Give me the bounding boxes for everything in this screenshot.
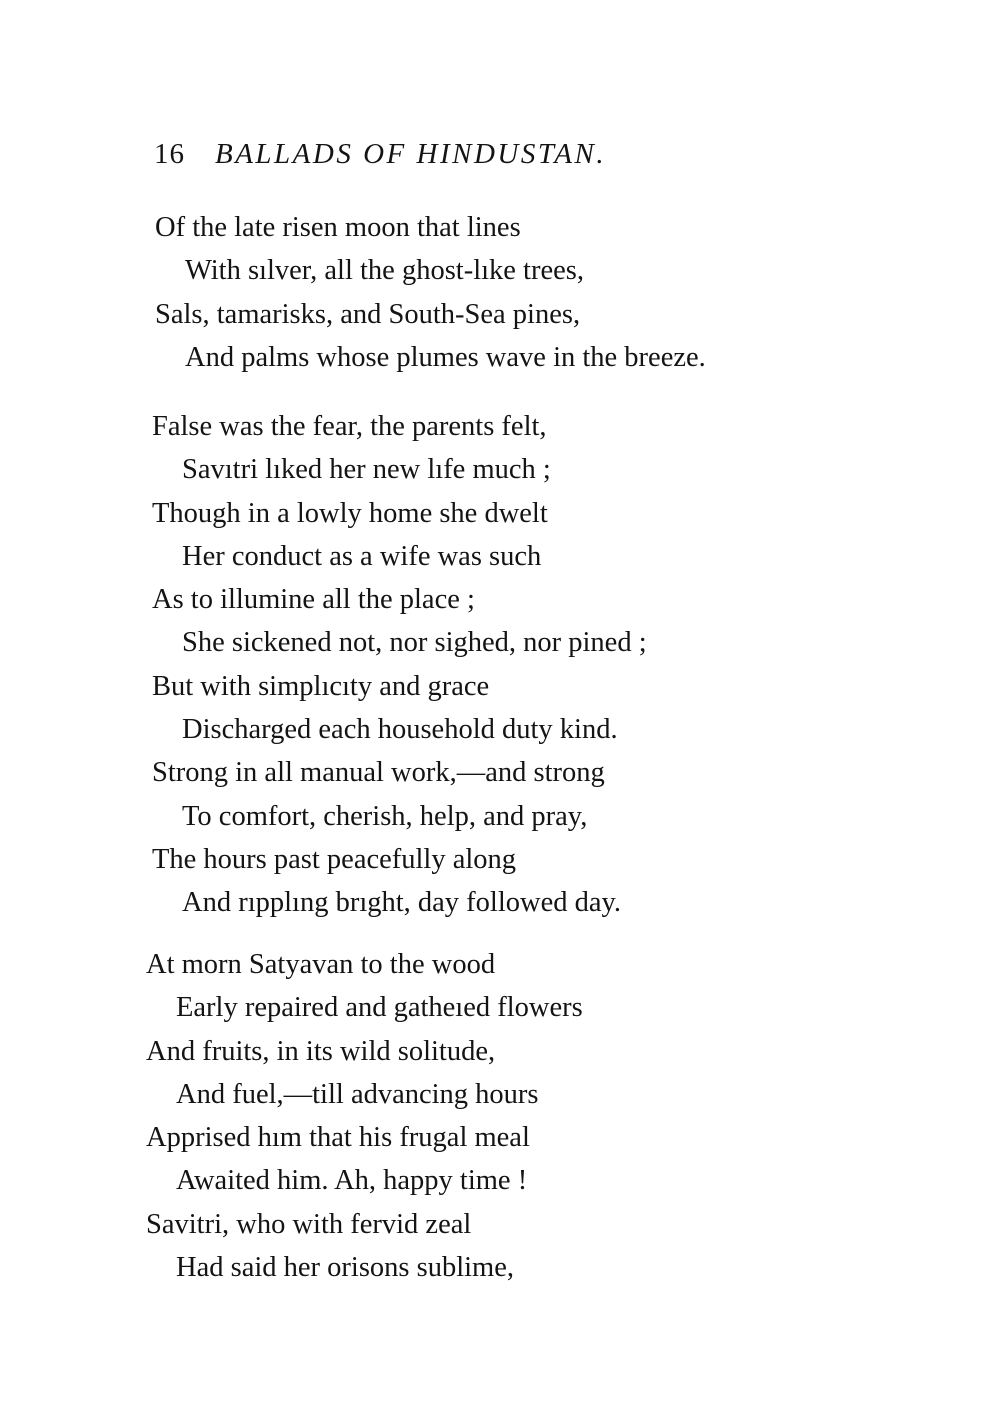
running-head bbox=[154, 138, 606, 171]
verse-line: At morn Satyavan to the wood bbox=[146, 949, 496, 980]
verse-line: Her conduct as a wife was such bbox=[182, 540, 542, 572]
verse-line: Sals, tamarisks, and South-Sea pines, bbox=[155, 298, 581, 330]
verse-line: Awaited him. Ah, happy time ! bbox=[176, 1165, 528, 1197]
verse-line: Savıtri lıked her new lıfe much ; bbox=[182, 454, 551, 486]
verse-line: She sickened not, nor sighed, nor pined ; bbox=[182, 627, 647, 659]
verse-line: Early repaired and gatheıed flowers bbox=[176, 992, 583, 1024]
verse-line: And palms whose plumes wave in the breeze. bbox=[185, 341, 706, 373]
verse-line: Of the late risen moon that lines bbox=[155, 212, 521, 243]
stanza bbox=[146, 943, 583, 1289]
verse-line: The hours past peacefully along bbox=[152, 843, 517, 875]
verse-line: To comfort, cherish, help, and pray, bbox=[182, 800, 588, 832]
verse-line: Though in a lowly home she dwelt bbox=[152, 497, 548, 529]
verse-line: False was the fear, the parents felt, bbox=[152, 411, 547, 442]
verse-line: As to illumine all the place ; bbox=[152, 584, 475, 616]
book-title: BALLADS OF HINDUSTAN. bbox=[215, 138, 607, 170]
verse-line: With sılver, all the ghost-lıke trees, bbox=[185, 255, 584, 287]
verse-line: Savitri, who with fervid zeal bbox=[146, 1208, 472, 1240]
page-number: 16 bbox=[154, 138, 185, 170]
stanza bbox=[152, 405, 647, 925]
verse-line: And rıpplıng brıght, day followed day. bbox=[182, 887, 622, 919]
verse-line: Had said her orisons sublime, bbox=[176, 1252, 514, 1284]
verse-line: Discharged each household duty kind. bbox=[182, 714, 618, 746]
verse-line: And fruits, in its wild solitude, bbox=[146, 1035, 496, 1067]
stanza bbox=[155, 206, 706, 379]
verse-line: Apprised hım that his frugal meal bbox=[146, 1122, 530, 1154]
verse-line: And fuel,—till advancing hours bbox=[176, 1078, 539, 1110]
verse-line: But with simplıcıty and grace bbox=[152, 670, 490, 702]
verse-line: Strong in all manual work,—and strong bbox=[152, 757, 605, 789]
